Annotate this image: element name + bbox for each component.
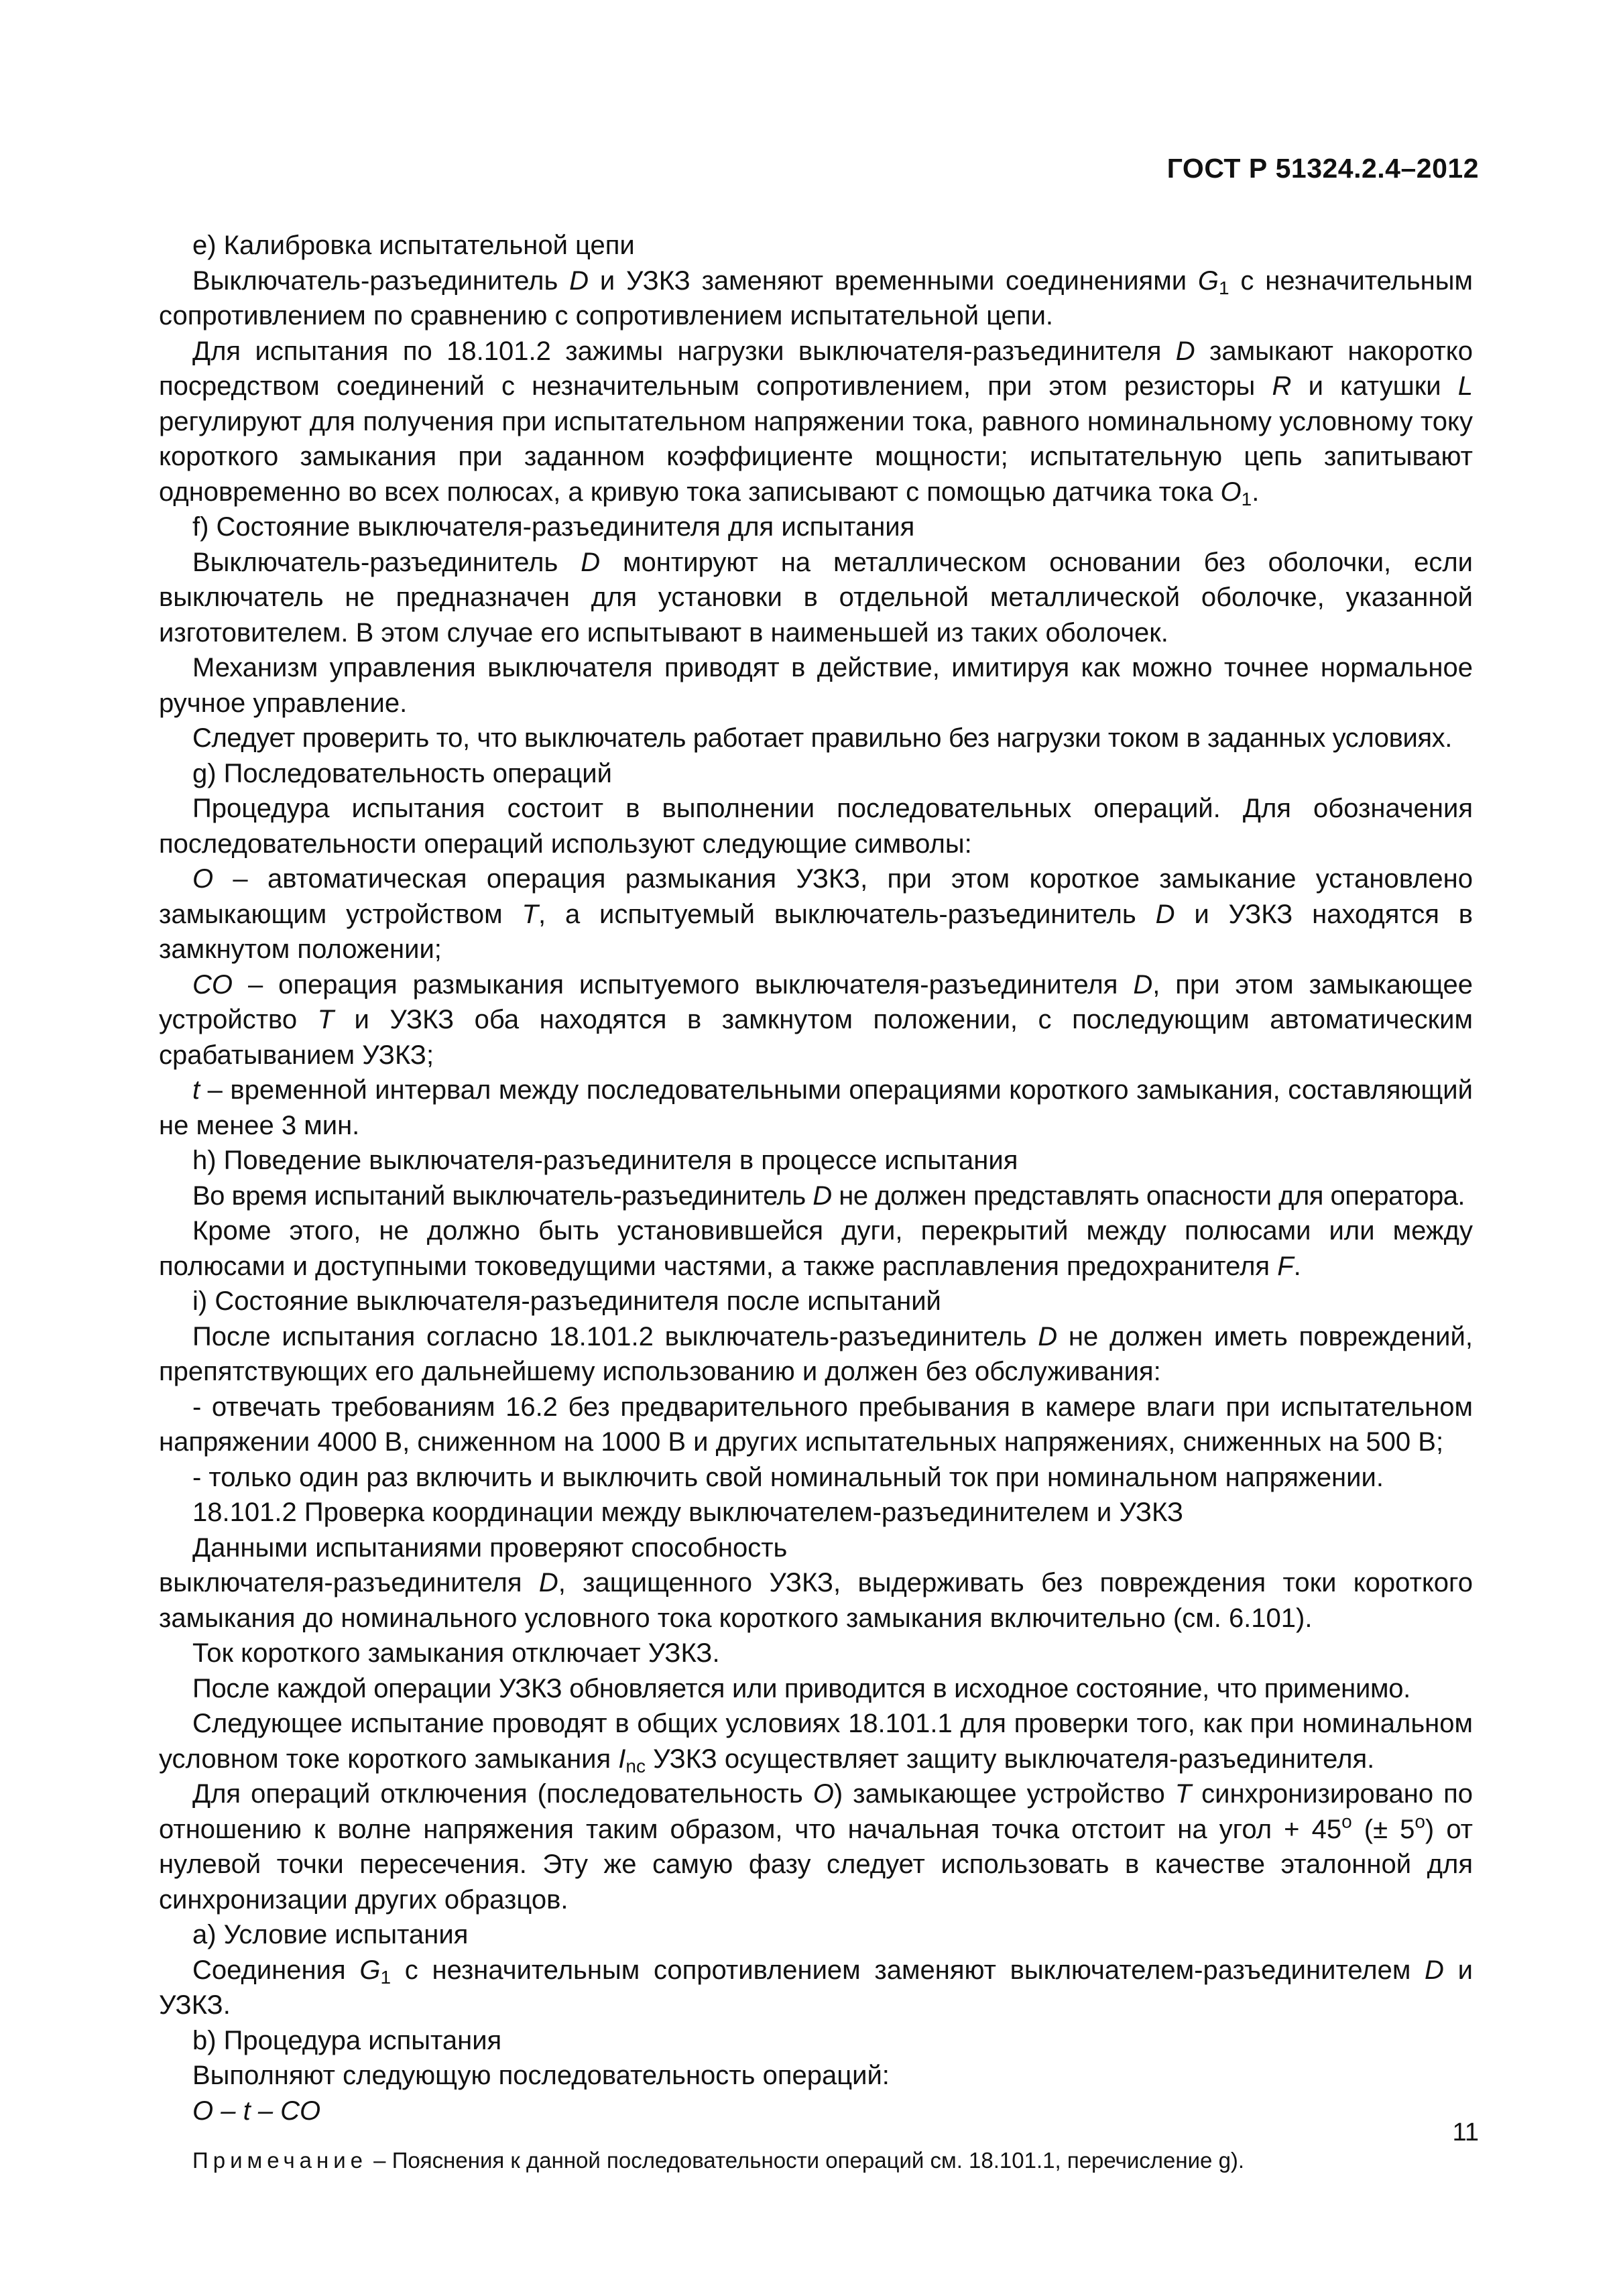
symbol-t-definition: t – временной интервал между последовательными операциями короткого замыкания, составляющий не менее 3 мин. — [159, 1075, 1473, 1140]
note-label: Примечание — [192, 2148, 368, 2173]
paragraph: Процедура испытания состоит в выполнении последовательных операций. Для обозначения последовательности операций используют следующие символы: — [159, 794, 1473, 859]
paragraph: выключателя-разъединителя D, защищенного УЗКЗ, выдерживать без повреждения токи короткого замыкания до номинального условного тока короткого замыкания включительно (см. 6.101). — [159, 1568, 1473, 1633]
section-b-title: b) Процедура испытания — [192, 2025, 502, 2055]
section-18-101-2-title: 18.101.2 Проверка координации между выключателем-разъединителем и УЗКЗ — [192, 1498, 1184, 1527]
paragraph: Данными испытаниями проверяют способность — [192, 1532, 788, 1563]
paragraph: Для испытания по 18.101.2 зажимы нагрузки выключателя-разъединителя D замыкают накоротко посредством соединений с незначительным сопротивлением, при этом резисторы R и катушки L регулируют для получения при испытательном напряжении тока, равного номинальному условному току короткого замыкания при заданном коэффициенте мощности; испытательную цепь запитывают одновременно во всех полюсах, а кривую тока записывают с помощью датчика тока $O_1$. — [159, 336, 1473, 509]
paragraph: Соединения $G_1$ с незначительным сопротивлением заменяют выключателем-разъединителем D и УЗКЗ. — [159, 1955, 1473, 2020]
document-code-header: ГОСТ Р 51324.2.4–2012 — [1166, 153, 1479, 184]
section-f-title: f) Состояние выключателя-разъединителя для испытания — [192, 512, 915, 542]
paragraph: Следует проверить то, что выключатель работает правильно без нагрузки током в заданных условиях. — [192, 723, 1452, 753]
section-g-title: g) Последовательность операций — [192, 758, 612, 788]
list-item: - отвечать требованиям 16.2 без предварительного пребывания в камере влаги при испытательном напряжении 4000 В, сниженном на 1000 В и других испытательных напряжениях, сниженных на 500 В; — [159, 1392, 1473, 1457]
paragraph: Ток короткого замыкания отключает УЗКЗ. — [192, 1638, 720, 1668]
list-item: - только один раз включить и выключить свой номинальный ток при номинальном напряжении. — [192, 1462, 1384, 1492]
paragraph: Выполняют следующую последовательность операций: — [192, 2061, 890, 2090]
section-i-title: i) Состояние выключателя-разъединителя после испытаний — [192, 1286, 941, 1316]
paragraph: Кроме этого, не должно быть установившейся дуги, перекрытий между полюсами или между полюсами и доступными токоведущими частями, а также расплавления предохранителя F. — [159, 1216, 1473, 1281]
symbol-co-definition: CO – операция размыкания испытуемого выключателя-разъединителя D, при этом замыкающее устройство T и УЗКЗ оба находятся в замкнутом положении, с последующим автоматическим срабатыванием УЗКЗ; — [159, 969, 1473, 1070]
paragraph: Выключатель-разъединитель D монтируют на металлическом основании без оболочки, если выключатель не предназначен для установки в отдельной металлической оболочке, указанной изготовителем. В этом случае его испытывают в наименьшей из таких оболочек. — [159, 547, 1474, 648]
symbol-o-definition: O – автоматическая операция размыкания УЗКЗ, при этом короткое замыкание установлено замыкающим устройством T, а испытуемый выключатель-разъединитель D и УЗКЗ находятся в замкнутом положении; — [159, 864, 1474, 964]
document-body — [159, 228, 1473, 2177]
paragraph: После каждой операции УЗКЗ обновляется или приводится в исходное состояние, что применимо. — [192, 1673, 1410, 1703]
note — [159, 2144, 1473, 2177]
section-e-title: e) Калибровка испытательной цепи — [192, 231, 635, 260]
operation-sequence: O – t – CO — [192, 2096, 321, 2126]
paragraph: Выключатель-разъединитель D и УЗКЗ заменяют временными соединениями $G_1$ с незначительным сопротивлением по сравнению с сопротивлением испытательной цепи. — [159, 265, 1474, 330]
page-number: 11 — [1452, 2118, 1479, 2147]
paragraph: Следующее испытание проводят в общих условиях 18.101.1 для проверки того, как при номинальном условном токе короткого замыкания $I_{nc}$ УЗКЗ осуществляет защиту выключателя-разъединителя. — [159, 1709, 1473, 1776]
paragraph: Для операций отключения (последовательность O) замыкающее устройство T синхронизировано по отношению к волне напряжения таким образом, что начальная точка отстоит на угол + $45^о$ (± $5^о$) от нулевой точки пересечения. Эту же самую фазу следует использовать в качестве эталонной для синхронизации других образцов. — [159, 1779, 1474, 1915]
paragraph: Во время испытаний выключатель-разъединитель D не должен представлять опасности для оператора. — [192, 1181, 1465, 1211]
section-a-title: a) Условие испытания — [192, 1920, 469, 1949]
section-h-title: h) Поведение выключателя-разъединителя в процессе испытания — [192, 1146, 1018, 1175]
note-text: – Пояснения к данной последовательности операций см. 18.101.1, перечисление g). — [367, 2148, 1245, 2173]
paragraph: Механизм управления выключателя приводят в действие, имитируя как можно точнее нормальное ручное управление. — [159, 653, 1473, 718]
paragraph: После испытания согласно 18.101.2 выключатель-разъединитель D не должен иметь повреждений, препятствующих его дальнейшему использованию и должен без обслуживания: — [159, 1321, 1473, 1386]
